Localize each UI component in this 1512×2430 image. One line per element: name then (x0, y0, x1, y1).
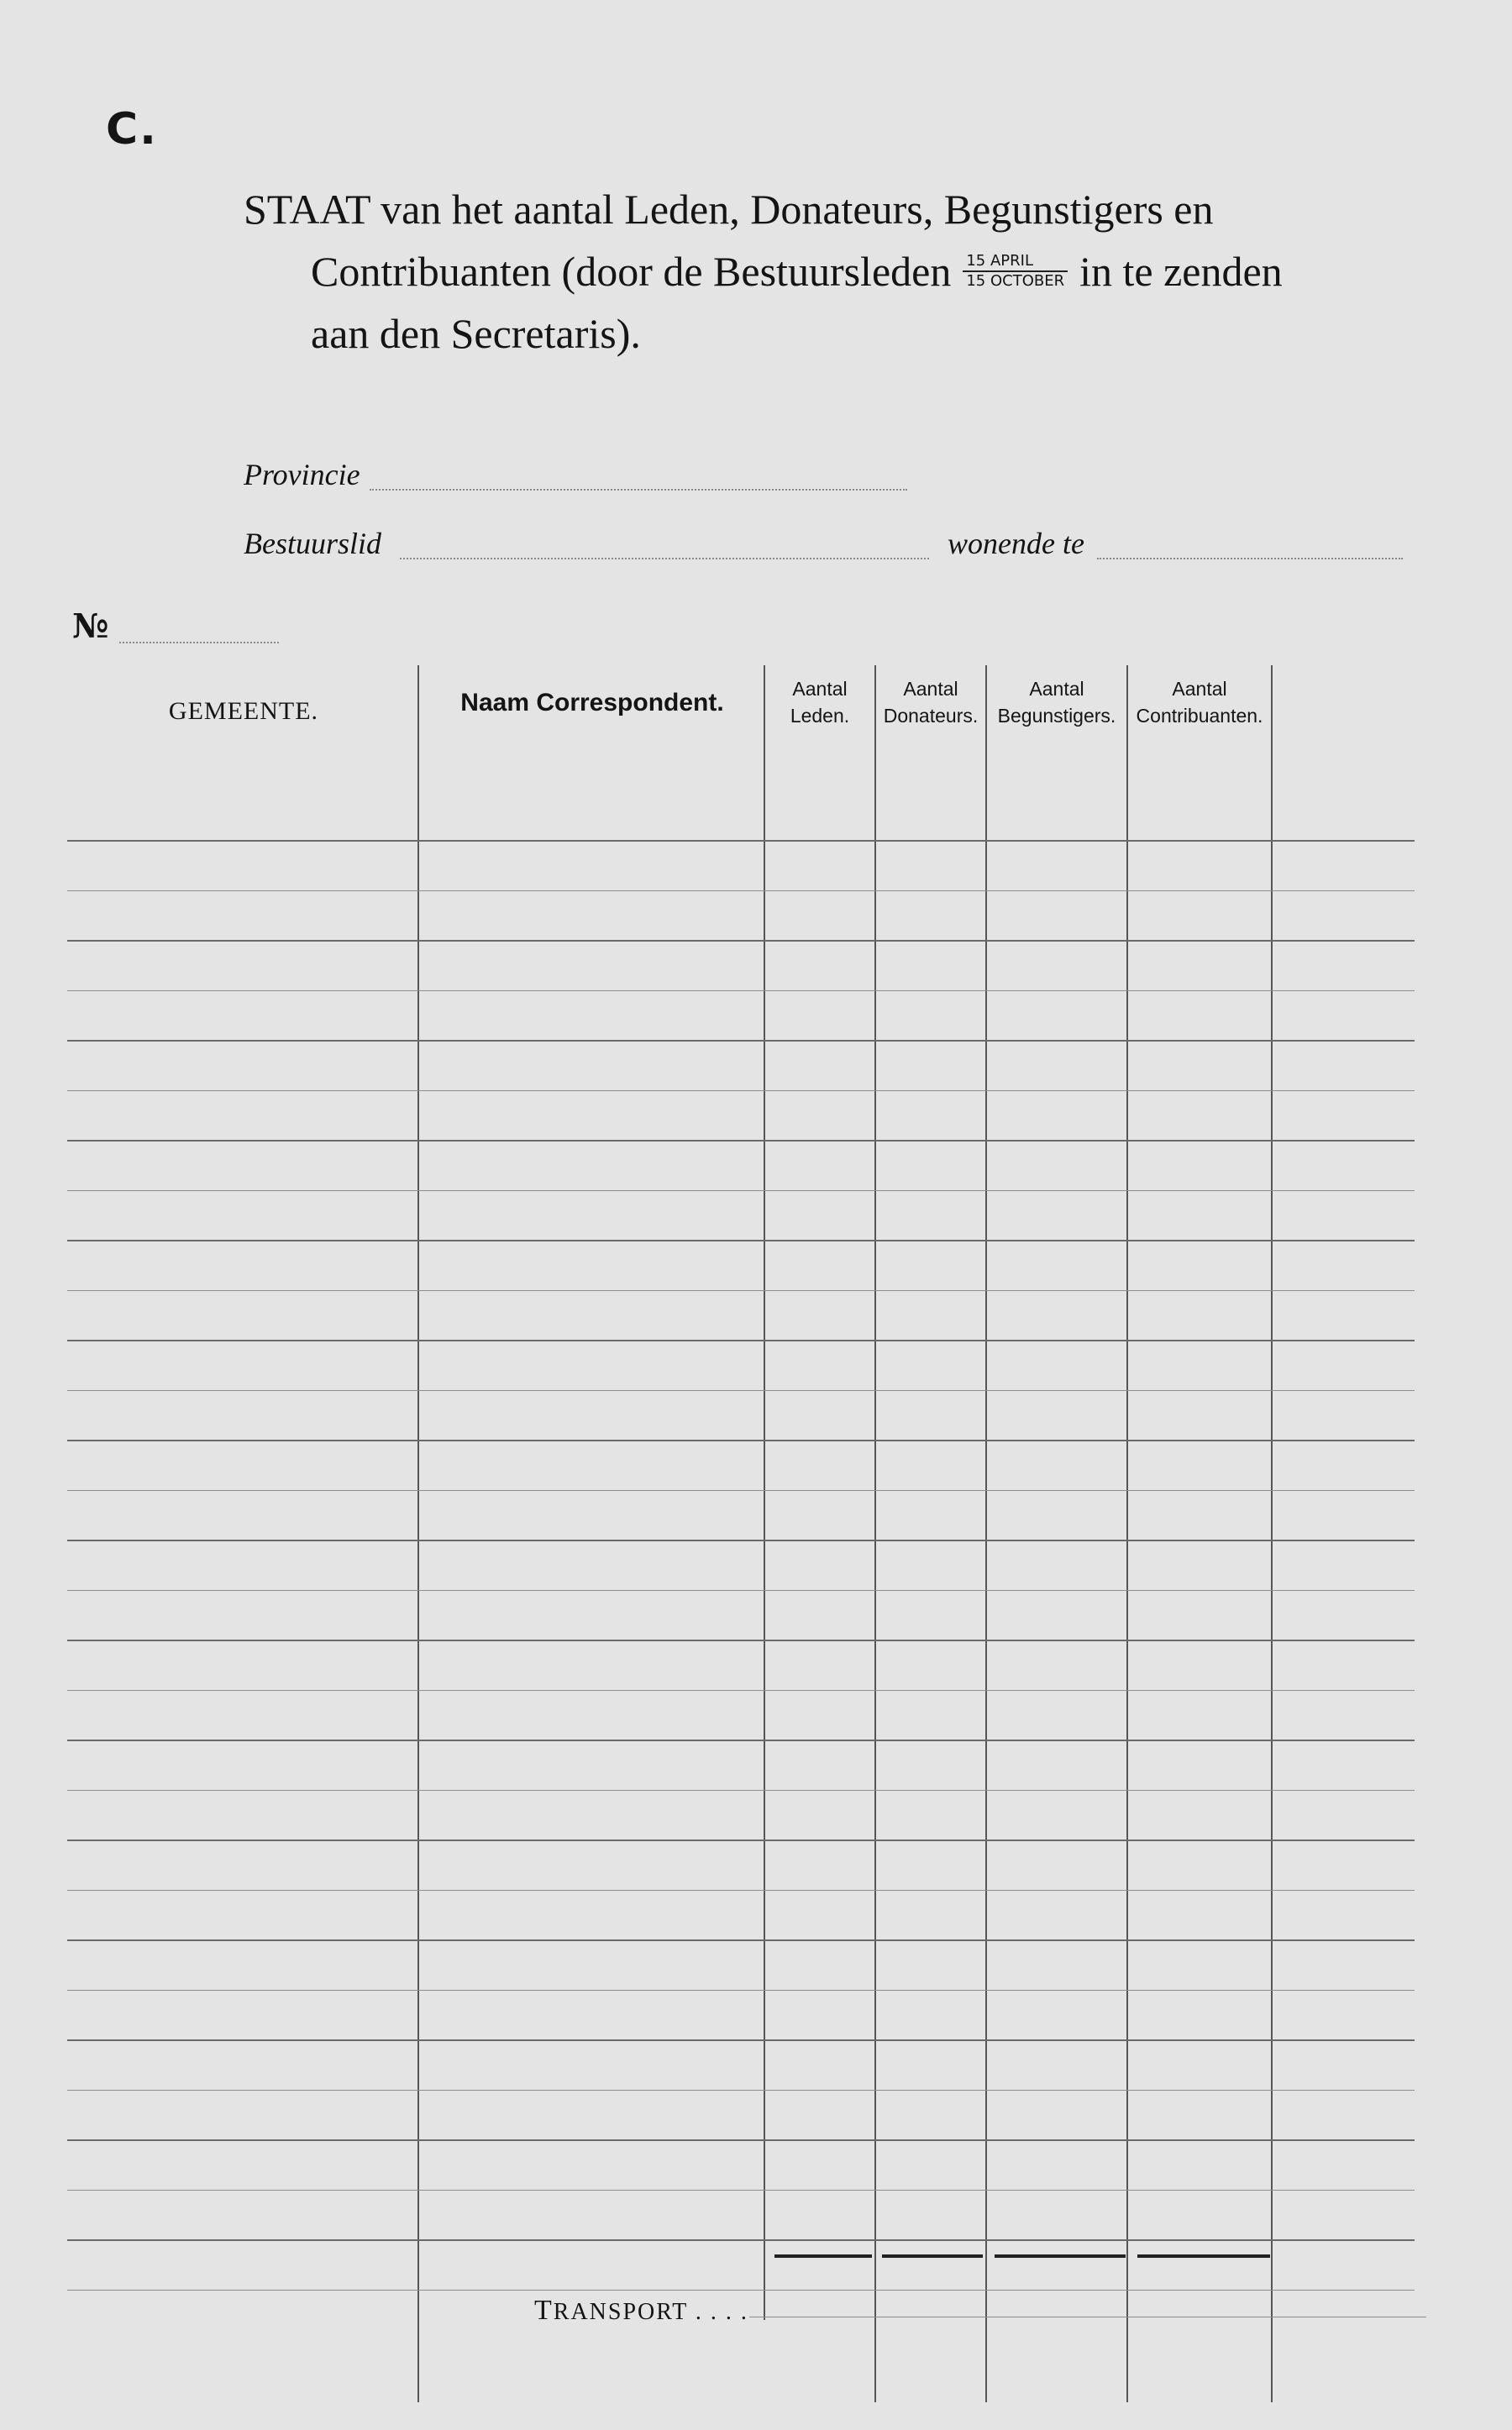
table-row (67, 1490, 1415, 1491)
title-part-2: Contribuanten (door de Bestuursleden (311, 248, 952, 295)
contribuanten-header-top: Aantal (1172, 678, 1227, 700)
column-divider-1 (417, 665, 419, 2402)
title-line-1: STAAT van het aantal Leden, Donateurs, Begunstigers en (244, 186, 1214, 233)
title-part-3: in te zenden (1079, 248, 1283, 295)
column-header-begunstigers (986, 675, 1127, 729)
total-line-donateurs (882, 2254, 983, 2258)
table-row (67, 1090, 1415, 1091)
transport-initial: T (534, 2295, 554, 2326)
title-line-3: aan den Secretaris). (311, 310, 641, 357)
leden-header-top: Aantal (792, 678, 848, 700)
number-sign: № (72, 606, 109, 646)
table-row (67, 2190, 1415, 2191)
total-line-leden (774, 2254, 872, 2258)
transport-label (534, 2295, 748, 2327)
column-divider-4 (985, 665, 987, 2402)
column-header-contribuanten (1127, 675, 1272, 729)
table-row (67, 1939, 1415, 1941)
table-row (67, 1790, 1415, 1791)
column-header-naam: Naam Correspondent. (460, 689, 724, 716)
table-row (67, 890, 1415, 891)
table-row (67, 1390, 1415, 1391)
table-row (67, 1040, 1415, 1042)
table-row (67, 1590, 1415, 1591)
date-fraction (963, 252, 1068, 291)
column-divider-2 (764, 665, 765, 2320)
table-row (67, 1340, 1415, 1341)
wonende-input-line[interactable] (1097, 558, 1403, 559)
table-row (67, 1740, 1415, 1741)
table-row (67, 940, 1415, 942)
column-divider-3 (874, 665, 876, 2402)
table-row (67, 2290, 1415, 2291)
table-row (67, 2139, 1415, 2141)
donateurs-header-bottom: Donateurs. (883, 705, 979, 727)
fraction-top: 15 APRIL (963, 252, 1068, 272)
donateurs-header-top: Aantal (903, 678, 958, 700)
fraction-bottom: 15 OCTOBER (966, 271, 1065, 290)
form-letter: C. (106, 104, 158, 155)
total-line-contribuanten (1137, 2254, 1270, 2258)
bestuurslid-label: Bestuurslid (244, 527, 382, 560)
table-row (67, 1640, 1415, 1641)
bestuurslid-input-line[interactable] (400, 558, 929, 559)
number-input-line[interactable] (119, 642, 279, 643)
table-row (67, 2090, 1415, 2091)
provincie-input-line[interactable] (370, 489, 907, 491)
column-header-donateurs (875, 675, 986, 729)
table-row (67, 1290, 1415, 1291)
title-line-2 (244, 240, 1408, 302)
column-divider-6 (1271, 665, 1273, 2402)
table-row (67, 840, 1415, 842)
table-row (67, 1140, 1415, 1142)
provincie-label: Provincie (244, 458, 360, 491)
leden-header-bottom: Leden. (790, 705, 850, 727)
table-row (67, 1540, 1415, 1541)
table-row (67, 1890, 1415, 1891)
table-row (67, 1990, 1415, 1991)
column-header-gemeente: GEMEENTE. (168, 697, 319, 725)
contribuanten-header-bottom: Contribuanten. (1136, 705, 1263, 727)
transport-rest: RANSPORT (553, 2299, 688, 2325)
begunstigers-header-top: Aantal (1029, 678, 1084, 700)
transport-dots: . . . . (695, 2299, 748, 2325)
wonende-label: wonende te (948, 527, 1084, 560)
table-row (67, 1240, 1415, 1241)
total-line-begunstigers (995, 2254, 1126, 2258)
table-row (67, 2039, 1415, 2041)
table-row (67, 2239, 1415, 2241)
column-divider-5 (1126, 665, 1128, 2402)
column-header-leden (764, 675, 875, 729)
table-row (67, 1690, 1415, 1691)
table-row (67, 990, 1415, 991)
table-row (67, 1840, 1415, 1841)
table-row (67, 1190, 1415, 1191)
table-row (67, 1440, 1415, 1441)
form-title (244, 178, 1408, 365)
begunstigers-header-bottom: Begunstigers. (997, 705, 1116, 727)
